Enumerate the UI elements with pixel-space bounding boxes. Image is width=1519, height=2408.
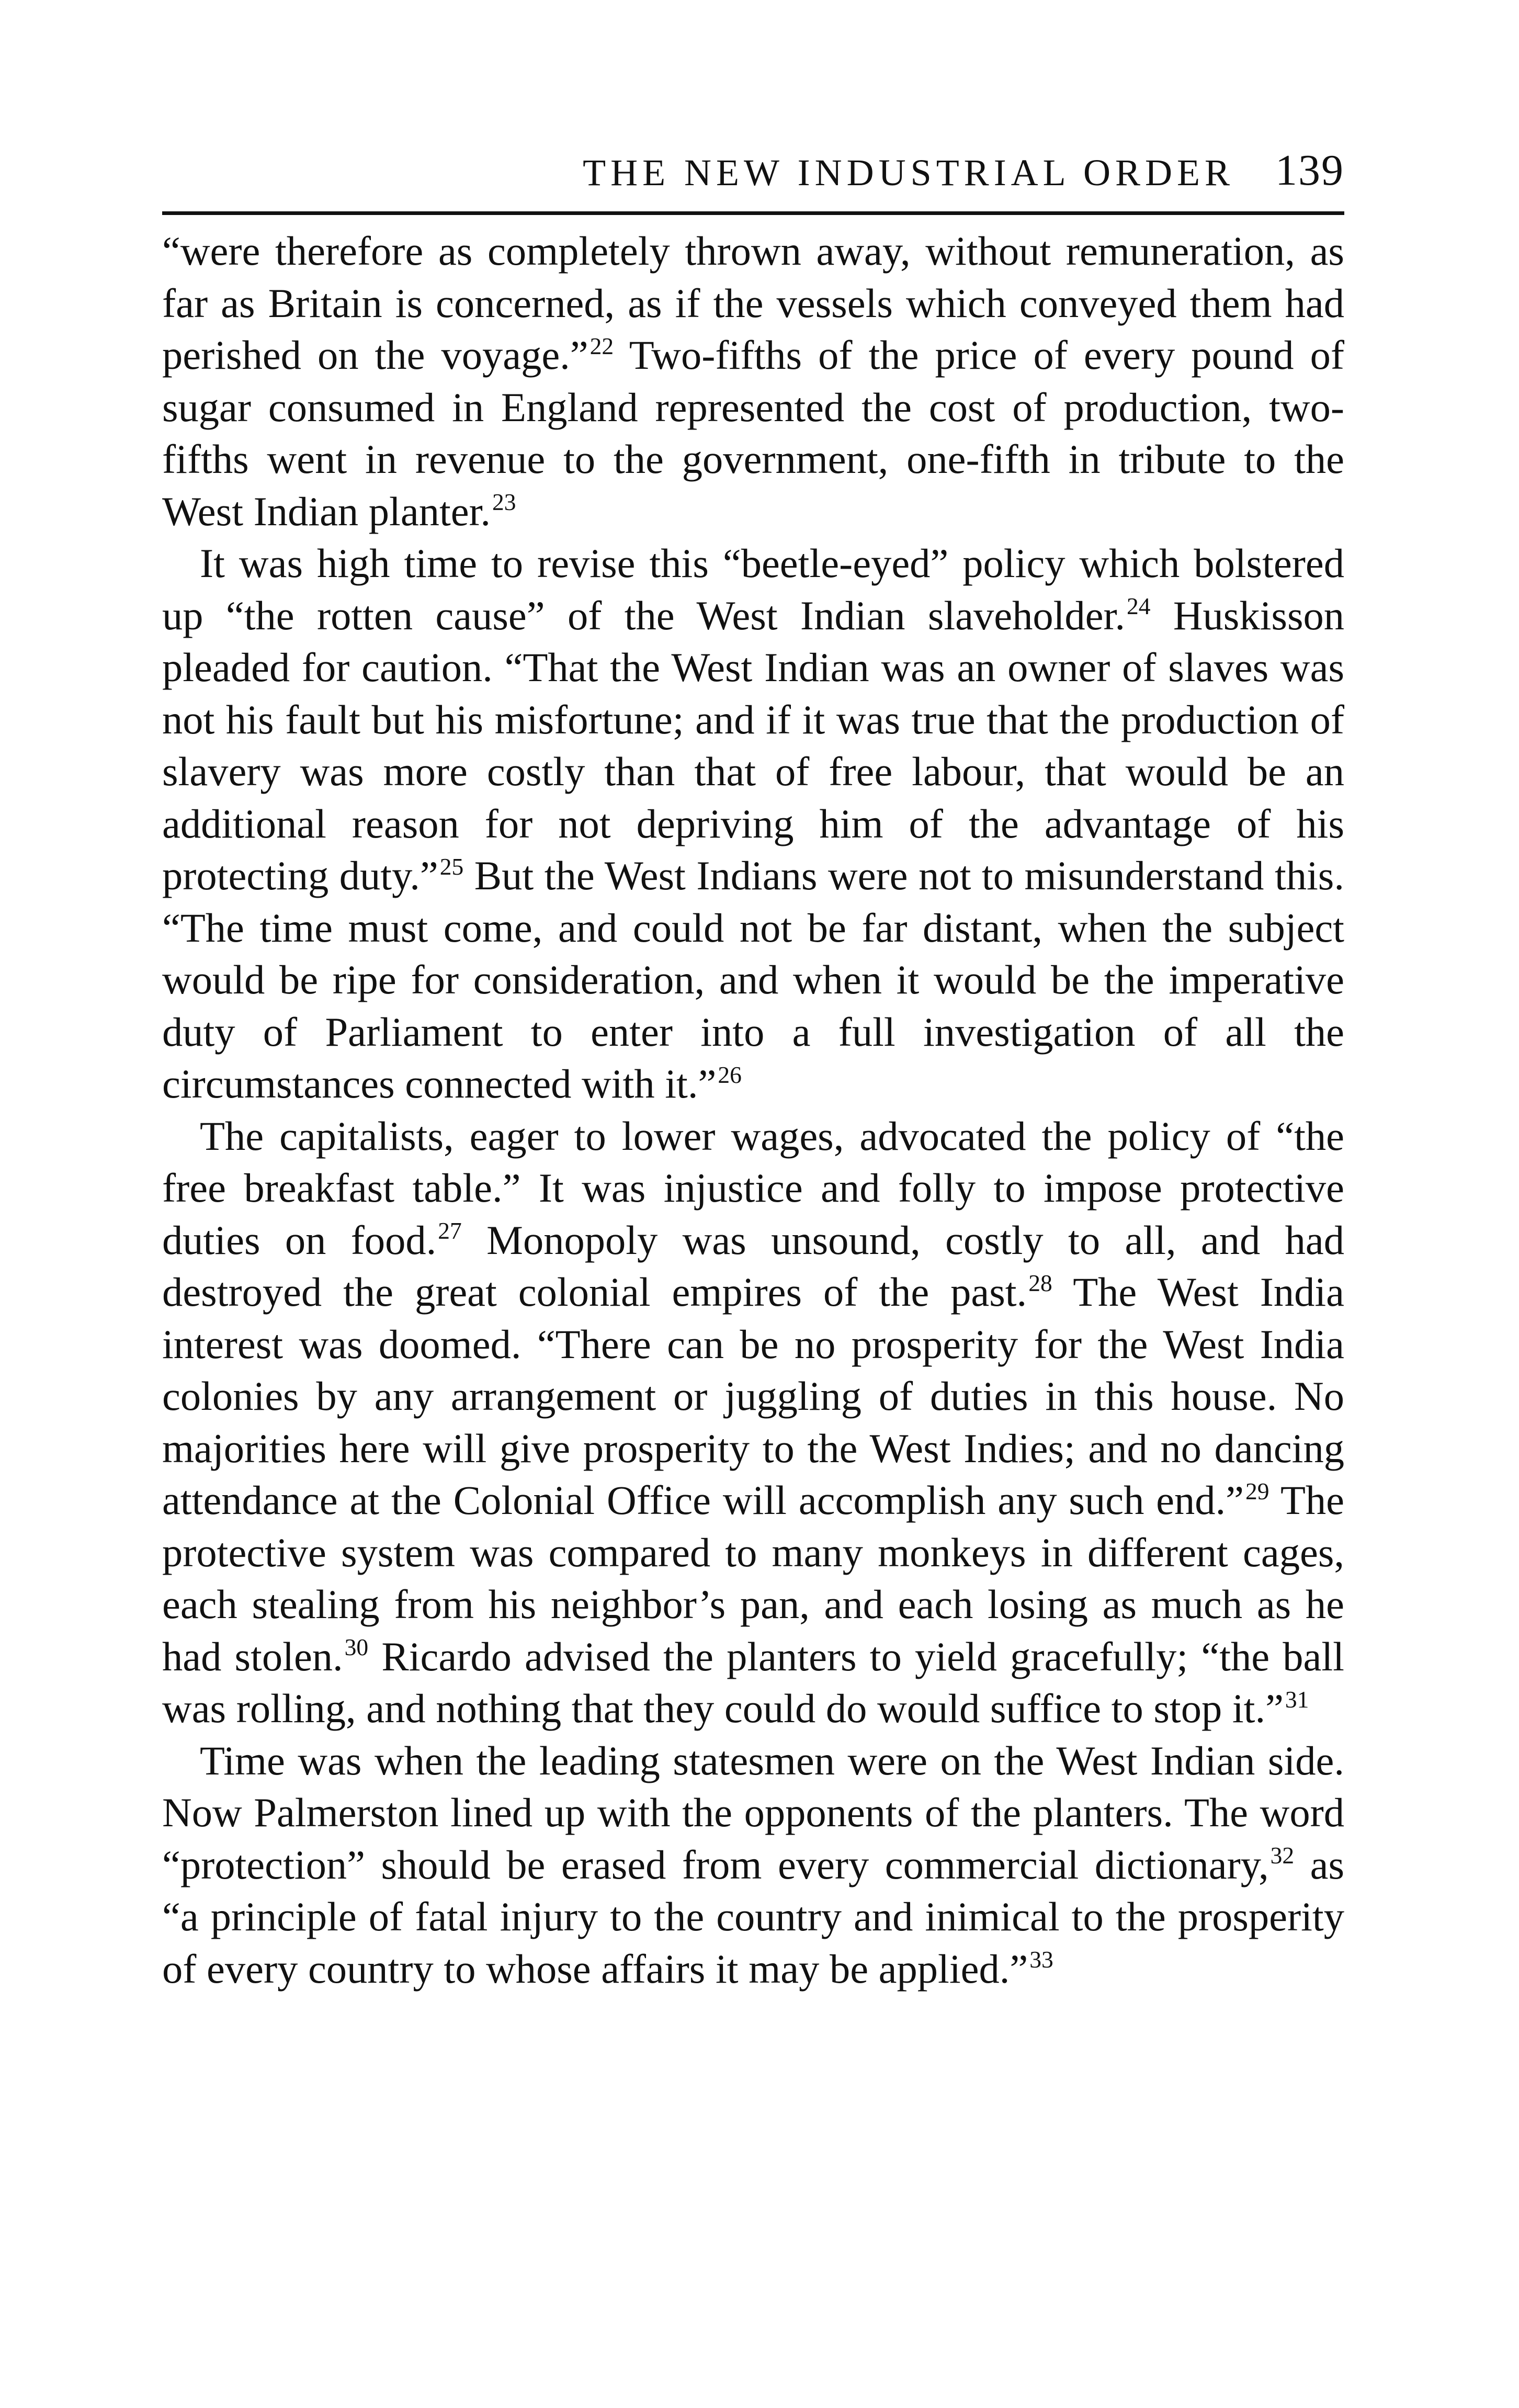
text-run: It was high time to revise this “beetle-eyed” policy which bolstered up “the rotten cause” of the West Indian slaveholder. (162, 540, 1344, 638)
paragraph (162, 537, 1344, 1110)
footnote-marker: 27 (438, 1217, 462, 1245)
footnote-marker: 29 (1245, 1477, 1269, 1505)
text-run: Two-fifths of the price of every pound of sugar consumed in England represented the cost of production, two-fifths went in revenue to the government, one-fifth in tribute to the West Indian planter. (162, 332, 1344, 534)
footnote-marker: 26 (718, 1061, 742, 1088)
text-run: The West India interest was doomed. “There can be no prosperity for the West India colonies by any arrangement or juggling of duties in this house. No majorities here will give prosperity to the West Indies; and no dancing attendance at the Colonial Office will accomplish any such end.” (162, 1269, 1344, 1523)
text-run: as “a principle of fatal injury to the country and inimical to the prosperity of every country to whose affairs it may be applied.” (162, 1841, 1344, 1992)
running-head-title: THE NEW INDUSTRIAL ORDER (583, 152, 1234, 194)
running-head (162, 141, 1344, 204)
footnote-marker: 23 (492, 489, 516, 516)
footnote-marker: 25 (439, 853, 464, 880)
text-run: “were therefore as completely thrown away, without remuneration, as far as Britain is concerned, as if the vessels which conveyed them had perished on the voyage.” (162, 228, 1344, 378)
text-run: The capitalists, eager to lower wages, advocated the policy of “the free breakfast table.” It was injustice and folly to impose protective duties on food. (162, 1113, 1344, 1263)
footnote-marker: 30 (344, 1634, 369, 1661)
text-run: But the West Indians were not to misunderstand this. “The time must come, and could not be far distant, when the subject would be ripe for consideration, and when it would be the imperative duty of Parliament to enter into a full investigation of all the circumstances connected with it.” (162, 853, 1344, 1106)
paragraph (162, 1110, 1344, 1735)
paragraph (162, 1735, 1344, 1995)
footnote-marker: 33 (1029, 1946, 1053, 1973)
footnote-marker: 24 (1126, 593, 1151, 620)
text-run: The protective system was compared to many monkeys in different cages, each stealing from his neighbor’s pan, and each losing as much as he had stolen. (162, 1477, 1345, 1679)
footnote-marker: 22 (590, 332, 614, 359)
text-run: Monopoly was unsound, costly to all, and had destroyed the great colonial empires of the past. (162, 1217, 1344, 1315)
text-run: Ricardo advised the planters to yield gracefully; “the ball was rolling, and nothing that they could do would suffice to stop it.” (162, 1633, 1344, 1731)
text-run: Time was when the leading statesmen were on the West Indian side. Now Palmerston lined up with the opponents of the planters. The word “protection” should be erased from every commercial dictionary, (162, 1737, 1344, 1887)
header-rule (162, 211, 1344, 215)
paragraph (162, 225, 1344, 537)
text-run: Huskisson pleaded for caution. “That the West Indian was an owner of slaves was not his fault but his misfortune; and if it was true that the production of slavery was more costly than that of free labour, that would be an additional reason for not depriving him of the advantage of his protecting duty.” (162, 592, 1344, 898)
body-text (162, 225, 1344, 1995)
footnote-marker: 32 (1270, 1842, 1295, 1869)
footnote-marker: 28 (1028, 1269, 1052, 1296)
footnote-marker: 31 (1285, 1686, 1309, 1713)
page-number: 139 (1275, 146, 1344, 195)
